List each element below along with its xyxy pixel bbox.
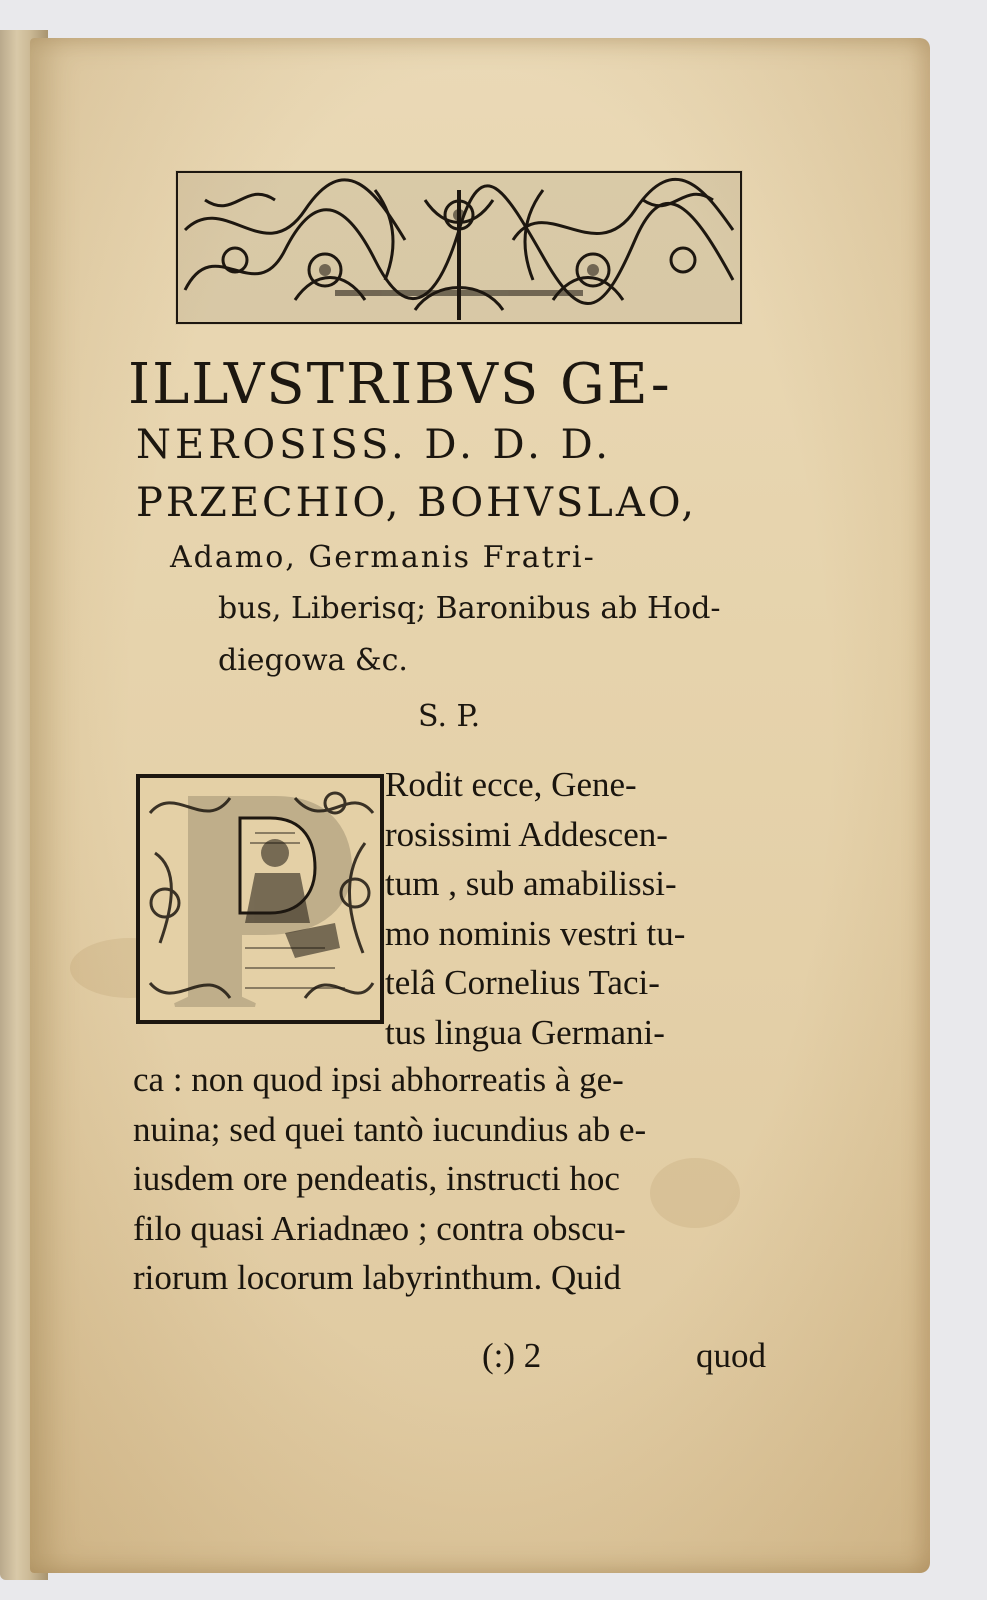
body-text-full xyxy=(133,1055,813,1303)
decorated-initial-p xyxy=(135,773,385,1025)
text-line: filo quasi Ariadnæo ; contra obscu- xyxy=(133,1208,626,1248)
text-line: riorum locorum labyrinthum. Quid xyxy=(133,1258,621,1297)
text-line: rosissimi Addescen- xyxy=(385,814,668,854)
heading-line: bus, Liberisq; Baronibus ab Hod- xyxy=(218,591,721,626)
text-line: nuina; sed quei tantò iucundius ab e- xyxy=(133,1109,647,1149)
salutation: S. P. xyxy=(418,699,481,734)
text-line: mo nominis vestri tu- xyxy=(385,913,686,953)
text-line: ca : non quod ipsi abhorreatis à ge- xyxy=(133,1060,624,1099)
text-line: tus lingua Germani- xyxy=(385,1012,665,1052)
dedication-heading xyxy=(128,353,808,747)
heading-line: Adamo, Germanis Fratri- xyxy=(170,540,596,575)
heading-line: PRZECHIO, BOHVSLAO, xyxy=(136,480,697,526)
body-text-indented xyxy=(385,760,805,1057)
text-line: iusdem ore pendeatis, instructi hoc xyxy=(133,1159,620,1198)
signature-mark: (:) 2 xyxy=(482,1336,542,1375)
headpiece-ornament xyxy=(175,170,743,325)
heading-line: NEROSISS. D. D. D. xyxy=(136,422,612,468)
heading-line: ILLVSTRIBVS GE- xyxy=(128,352,672,417)
book-page xyxy=(30,38,930,1573)
text-line: tum , sub amabilissi- xyxy=(385,864,677,903)
heading-line: diegowa &c. xyxy=(218,643,408,678)
text-line: telâ Cornelius Taci- xyxy=(385,963,660,1002)
catchword: quod xyxy=(696,1336,766,1375)
text-line: Rodit ecce, Gene- xyxy=(385,765,637,804)
